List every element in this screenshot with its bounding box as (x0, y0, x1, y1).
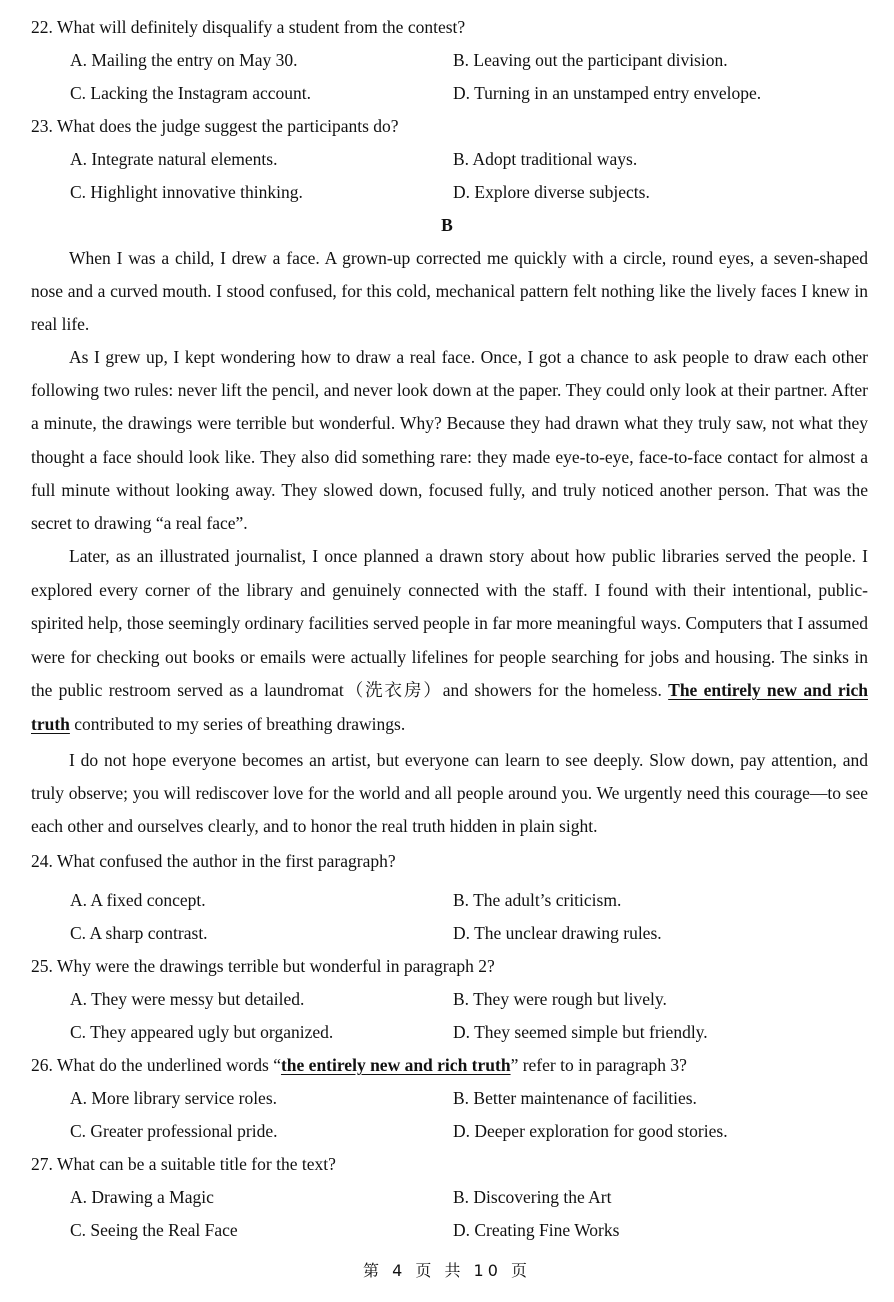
question-24-option-a: A. A fixed concept. (70, 890, 206, 910)
question-25-option-a: A. They were messy but detailed. (70, 989, 305, 1009)
question-26-stem (31, 1054, 687, 1076)
question-27-option-a: A. Drawing a Magic (70, 1187, 214, 1207)
question-22-stem: 22. What will definitely disqualify a student from the contest? (31, 17, 466, 37)
question-26-option-b: B. Better maintenance of facilities. (453, 1088, 697, 1108)
question-27-option-b: B. Discovering the Art (453, 1187, 612, 1207)
question-25-stem: 25. Why were the drawings terrible but wonderful in paragraph 2? (31, 956, 495, 976)
question-27-stem: 27. What can be a suitable title for the text? (31, 1154, 336, 1174)
section-heading: B (441, 215, 453, 235)
question-22-option-d: D. Turning in an unstamped entry envelope. (453, 83, 762, 103)
question-26-option-c: C. Greater professional pride. (70, 1121, 278, 1141)
underlined-phrase: The entirely new and rich truth (31, 680, 868, 734)
question-25-option-b: B. They were rough but lively. (453, 989, 667, 1009)
passage-paragraph-3 (31, 540, 868, 741)
question-23-option-a: A. Integrate natural elements. (70, 149, 278, 169)
question-25-option-c: C. They appeared ugly but organized. (70, 1022, 334, 1042)
question-22-option-c: C. Lacking the Instagram account. (70, 83, 312, 103)
question-23-option-c: C. Highlight innovative thinking. (70, 182, 303, 202)
question-24-option-c: C. A sharp contrast. (70, 923, 208, 943)
question-26-stem-start: 26. What do the underlined words “ (31, 1055, 281, 1075)
question-23-option-b: B. Adopt traditional ways. (453, 149, 638, 169)
question-25-option-d: D. They seemed simple but friendly. (453, 1022, 708, 1042)
question-24-option-d: D. The unclear drawing rules. (453, 923, 662, 943)
question-26-option-d: D. Deeper exploration for good stories. (453, 1121, 728, 1141)
question-26-option-a: A. More library service roles. (70, 1088, 278, 1108)
question-27-option-c: C. Seeing the Real Face (70, 1220, 238, 1240)
question-24-stem: 24. What confused the author in the first paragraph? (31, 851, 396, 871)
passage-paragraph-3-text: Later, as an illustrated journalist, I once planned a drawn story about how public libraries served the people. I explored every corner of the library and genuinely connected with the staff. I found with their intentional, public-spirited help, those seemingly ordinary facilities served people in far more meaningful ways. Computers that I assumed were for checking out books or emails were actually lifelines for people searching for jobs and housing. The sinks in the public restroom served as a laundromat（洗衣房）and showers for the homeless. (31, 546, 868, 700)
passage-paragraph-3-end: contributed to my series of breathing drawings. (69, 713, 406, 734)
question-24-option-b: B. The adult’s criticism. (453, 890, 622, 910)
passage-paragraph-4: I do not hope everyone becomes an artist, but everyone can learn to see deeply. Slow down, pay attention, and truly observe; you will rediscover love for the world and all people around you. We urgently need this courage—to see each other and ourselves clearly, and to honor the real truth hidden in plain sight. (31, 750, 868, 837)
page-footer: 第 4 页 共 10 页 (363, 1261, 531, 1280)
question-26-underlined-phrase: the entirely new and rich truth (280, 1055, 511, 1075)
passage-paragraph-1: When I was a child, I drew a face. A grown-up corrected me quickly with a circle, round eyes, a seven-shaped nose and a curved mouth. I stood confused, for this cold, mechanical pattern felt nothing like the lively faces I knew in real life. (31, 248, 868, 335)
question-22-option-b: B. Leaving out the participant division. (453, 50, 728, 70)
question-23-stem: 23. What does the judge suggest the participants do? (31, 116, 399, 136)
question-22-option-a: A. Mailing the entry on May 30. (70, 50, 298, 70)
question-26-stem-end: ” refer to in paragraph 3? (510, 1055, 687, 1075)
passage-paragraph-2: As I grew up, I kept wondering how to draw a real face. Once, I got a chance to ask people to draw each other following two rules: never lift the pencil, and never look down at the paper. They could only look at their partner. After a minute, the drawings were terrible but wonderful. Why? Because they had drawn what they truly saw, not what they thought a face should look like. They also did something rare: they made eye-to-eye, face-to-face contact for almost a full minute without looking away. They slowed down, focused fully, and truly noticed another person. That was the secret to drawing “a real face”. (31, 347, 868, 534)
question-27-option-d: D. Creating Fine Works (453, 1220, 620, 1240)
question-23-option-d: D. Explore diverse subjects. (453, 182, 650, 202)
